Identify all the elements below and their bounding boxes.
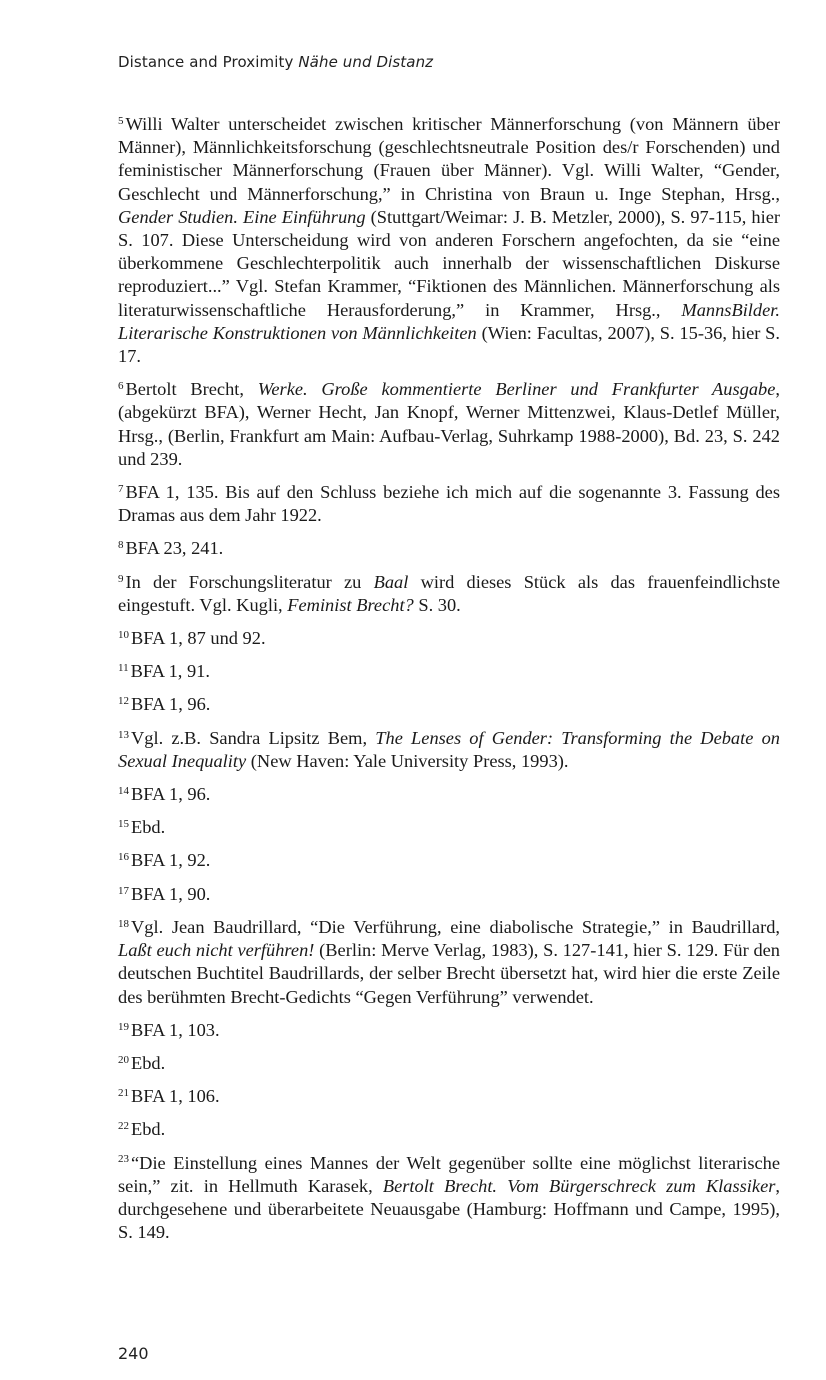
running-header-english: Distance and Proximity: [118, 53, 294, 71]
footnote-text: (Wien: Facultas, 2007), S. 15-36, hier S. 17.: [118, 322, 781, 367]
footnote-number: 19: [118, 1020, 129, 1033]
footnote: [118, 1019, 780, 1042]
footnote-title-italic: Gender Studien. Eine Einführung: [118, 206, 366, 227]
footnote-text: “Die Einstellung eines Mannes der Welt gegenüber sollte eine möglichst literarische sein,” zit. in Hellmuth Karasek,: [118, 1152, 780, 1196]
footnote-title-italic: Baal: [373, 571, 409, 592]
footnote: [118, 627, 780, 650]
footnote-text: Willi Walter unterscheidet zwischen kritischer Männerforschung (von Männern über Männer), Männlichkeitsforschung (geschlechtsneutrale Position des/r Forschenden) und feministischer Männerforschung (Frauen über Männer). Vgl. Willi Walter, “Gender, Geschlecht und Männerforschung,” in Christina von Braun u. Inge Stephan, Hrsg.,: [118, 114, 780, 204]
footnote: [118, 693, 780, 716]
footnote-text: , (abgekürzt BFA), Werner Hecht, Jan Knopf, Werner Mittenzwei, Klaus-Detlef Müller, Hrsg., (Berlin, Frankfurt am Main: Aufbau-Verlag, Suhrkamp 1988-2000), Bd. 23, S. 242 und 239.: [118, 379, 780, 469]
footnote-text: BFA 1, 135. Bis auf den Schluss beziehe ich mich auf die sogenannte 3. Fassung des Dramas aus dem Jahr 1922.: [118, 482, 780, 526]
footnote: [118, 660, 780, 683]
footnote-number: 13: [118, 728, 129, 741]
footnote-text: S. 30.: [413, 594, 461, 615]
footnote: [118, 816, 780, 839]
footnote-number: 6: [118, 380, 124, 393]
footnote-text: BFA 1, 96.: [131, 784, 211, 805]
footnote-number: 10: [118, 629, 129, 642]
footnote-number: 22: [118, 1120, 129, 1133]
footnote: [118, 1152, 780, 1245]
footnote-number: 18: [118, 917, 129, 930]
footnote-text: (New Haven: Yale University Press, 1993).: [246, 750, 569, 771]
footnote-text: wird dieses Stück als das frauenfeindlichste eingestuft. Vgl. Kugli,: [118, 571, 780, 615]
footnote-number: 5: [118, 114, 124, 127]
footnote-text: BFA 1, 91.: [130, 661, 210, 682]
footnote: [118, 1118, 780, 1141]
footnote: [118, 883, 780, 906]
footnote-number: 21: [118, 1087, 129, 1100]
footnote-text: (Berlin: Merve Verlag, 1983), S. 127-141, hier S. 129. Für den deutschen Buchtitel Baudrillards, der selber Brecht übersetzt hat, wird hier die erste Zeile des berühmten Brecht-Gedichts “Gegen Verführung” verwendet.: [118, 940, 780, 1007]
footnote-number: 23: [118, 1153, 129, 1166]
footnote-title-italic: Laßt euch nicht verführen!: [118, 940, 315, 961]
footnote-text: Vgl. z.B. Sandra Lipsitz Bem,: [131, 727, 376, 748]
footnote-text: BFA 23, 241.: [125, 538, 224, 559]
footnote: [118, 1085, 780, 1108]
footnote-text: (Stuttgart/Weimar: J. B. Metzler, 2000), S. 97-115, hier S. 107. Diese Unterscheidung wird von anderen Forschern angefochten, da sie “eine überkommene Geschlechterpolitik auch innerhalb der wissenschaftlichen Diskurse reproduziert...” Vgl. Stefan Krammer, “Fiktionen des Männlichen. Männerforschung als literaturwissenschaftliche Herausforderung,” in Krammer, Hrsg.,: [118, 206, 780, 320]
footnote-title-italic: Werke. Große kommentierte Berliner und Frankfurter Ausgabe: [257, 379, 776, 400]
footnote: [118, 783, 780, 806]
footnote-title-italic: Feminist Brecht?: [287, 594, 414, 615]
footnote-text: BFA 1, 92.: [131, 850, 211, 871]
footnote: [118, 571, 780, 617]
footnote-title-italic: Bertolt Brecht. Vom Bürgerschreck zum Klassiker: [382, 1175, 776, 1196]
page-number: 240: [118, 1344, 149, 1363]
footnote: [118, 113, 780, 368]
footnote-title-italic: The Lenses of Gender: Transforming the Debate on Sexual Inequality: [118, 727, 780, 771]
footnote-number: 17: [118, 884, 129, 897]
footnote-text: In der Forschungsliteratur zu: [125, 571, 374, 592]
footnote-text: BFA 1, 96.: [131, 694, 211, 715]
footnote-text: BFA 1, 87 und 92.: [131, 628, 266, 649]
footnote-number: 20: [118, 1053, 129, 1066]
footnote: [118, 537, 780, 560]
footnote: [118, 916, 780, 1009]
footnote-number: 7: [118, 483, 124, 495]
footnote-number: 9: [118, 572, 124, 585]
footnote-text: Ebd.: [131, 1052, 166, 1073]
footnote-text: Vgl. Jean Baudrillard, “Die Verführung, eine diabolische Strategie,” in Baudrillard,: [131, 916, 780, 937]
running-header-german: Nähe und Distanz: [298, 53, 434, 71]
footnote: [118, 849, 780, 872]
footnote-number: 12: [118, 695, 129, 708]
footnote-text: BFA 1, 103.: [131, 1019, 220, 1040]
footnote-text: Ebd.: [131, 817, 166, 838]
footnote-text: BFA 1, 106.: [131, 1086, 220, 1107]
footnote-number: 14: [118, 785, 129, 798]
footnote-text: , durchgesehene und überarbeitete Neuausgabe (Hamburg: Hoffmann und Campe, 1995), S. 149.: [118, 1175, 780, 1243]
running-header: [118, 53, 433, 71]
footnote-number: 11: [118, 662, 129, 675]
footnote: [118, 727, 780, 773]
footnote: [118, 1052, 780, 1075]
footnote-number: 15: [118, 818, 129, 831]
footnote-number: 16: [118, 851, 129, 864]
footnote-text: Bertolt Brecht,: [125, 379, 258, 400]
footnote-title-italic: MannsBilder. Literarische Konstruktionen von Männlichkeiten: [118, 299, 780, 343]
footnote-number: 8: [118, 539, 124, 552]
footnote-text: Ebd.: [131, 1119, 166, 1140]
footnote: [118, 378, 780, 471]
footnote: [118, 481, 780, 527]
footnotes-section: [118, 113, 780, 1254]
footnote-text: BFA 1, 90.: [131, 883, 211, 904]
